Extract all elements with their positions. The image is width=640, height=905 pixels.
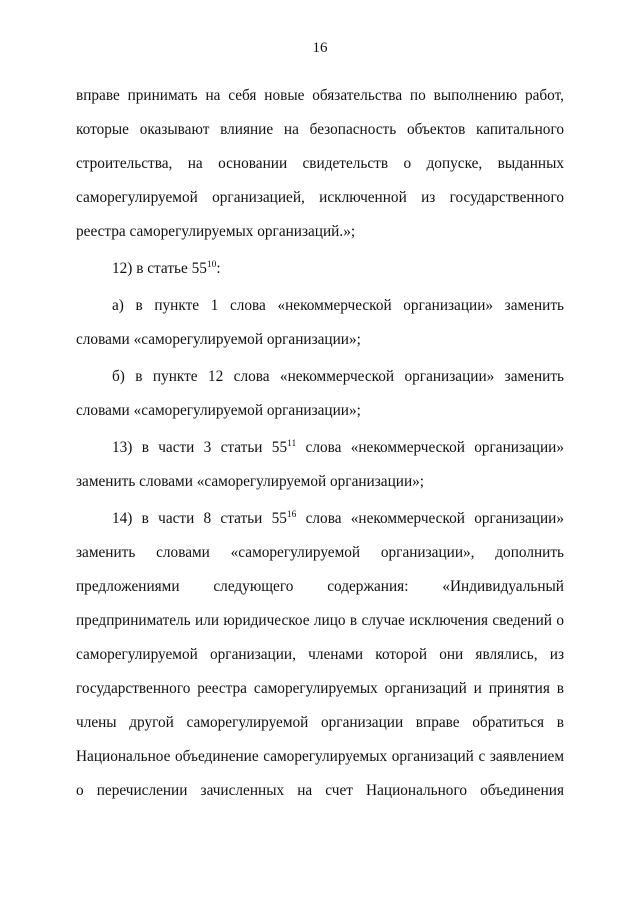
item-14-line: о перечислении зачисленных на счет Национального объединения	[76, 782, 564, 799]
item-12-intro: 12) в статье $55^{10}$:	[112, 260, 221, 277]
text-line: вправе принимать на себя новые обязательства по выполнению работ,	[76, 87, 564, 104]
item-12-b-line: словами «саморегулируемой организации»;	[76, 402, 361, 419]
superscript: 11	[287, 439, 297, 449]
item-14-line: 14) в части 8 статьи $55^{16}$ слова «некоммерческой организации»	[112, 510, 564, 527]
superscript: 10	[206, 260, 217, 270]
item-14-line: заменить словами «саморегулируемой организации», дополнить	[76, 544, 564, 561]
item-14-line: Национальное объединение саморегулируемых организаций с заявлением	[76, 748, 564, 765]
item-12-a-line: а) в пункте 1 слова «некоммерческой организации» заменить	[112, 297, 564, 314]
item-14-line: предложениями следующего содержания: «Индивидуальный	[76, 578, 564, 595]
text-line: которые оказывают влияние на безопасность объектов капитального	[76, 121, 564, 138]
text-line: саморегулируемой организацией, исключенной из государственного	[76, 189, 564, 206]
item-14-line: саморегулируемой организации, членами которой они являлись, из	[76, 646, 564, 663]
item-12-a-line: словами «саморегулируемой организации»;	[76, 331, 361, 348]
superscript: 16	[286, 510, 297, 520]
document-body	[76, 79, 564, 808]
page-number: 16	[312, 40, 328, 56]
text-line: реестра саморегулируемых организаций.»;	[76, 223, 356, 240]
text-line: строительства, на основании свидетельств о допуске, выданных	[76, 155, 564, 172]
item-13-line: заменить словами «саморегулируемой организации»;	[76, 473, 425, 490]
item-13-line: 13) в части 3 статьи $55^{11}$ слова «некоммерческой организации»	[112, 439, 564, 456]
item-14-line: предприниматель или юридическое лицо в случае исключения сведений о	[76, 612, 564, 629]
item-12-b-line: б) в пункте 12 слова «некоммерческой организации» заменить	[112, 368, 564, 385]
item-14-line: государственного реестра саморегулируемых организаций и принятия в	[76, 680, 564, 697]
item-14-line: члены другой саморегулируемой организации вправе обратиться в	[76, 714, 564, 731]
